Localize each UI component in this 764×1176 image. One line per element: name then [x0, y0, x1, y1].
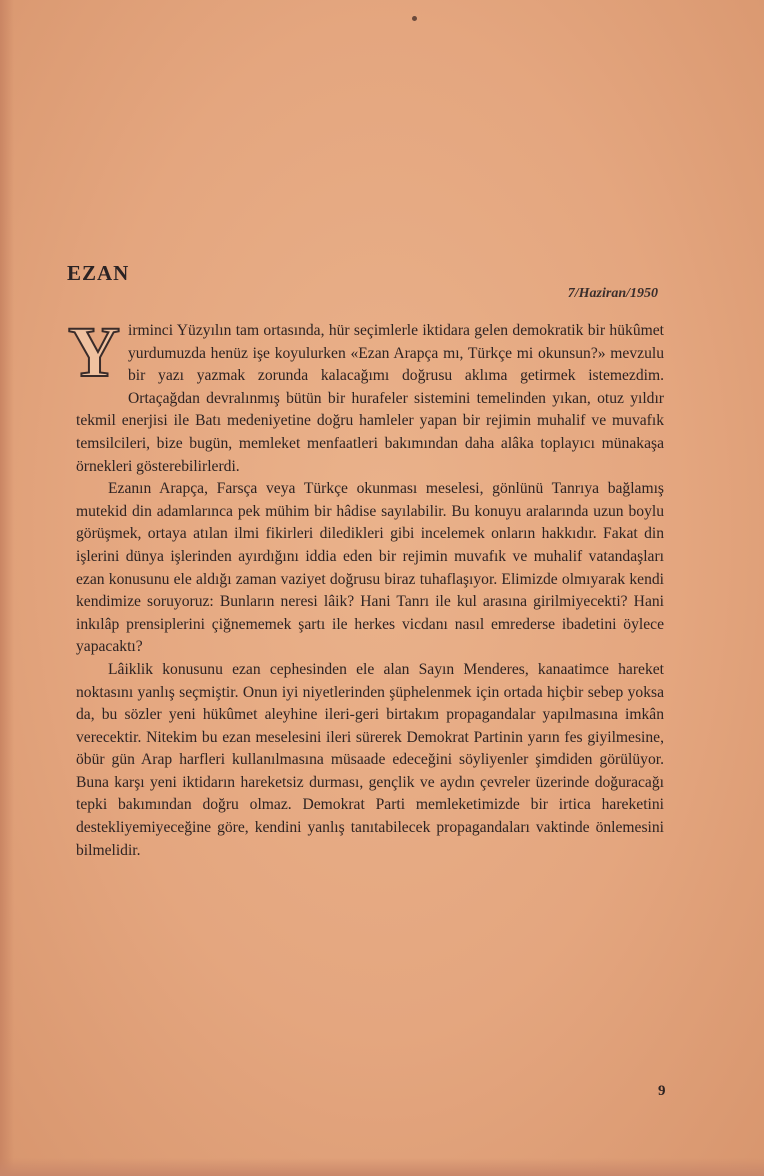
paragraph-1: [68, 312, 664, 478]
article-title: EZAN: [67, 261, 130, 285]
article-date: 7/Haziran/1950: [567, 286, 658, 301]
page-bottom-shadow: [0, 1158, 764, 1176]
page-edge-shadow: [0, 0, 14, 1176]
ink-speck: [412, 16, 417, 21]
page-number: 9: [658, 1083, 666, 1099]
paragraph-1-text: irminci Yüzyılın tam ortasında, hür seçimlerle iktidara gelen demokratik bir hükûmet yurdumuzda henüz işe koyulurken «Ezan Arapça mı, Türkçe mi okunsun?» mevzulu bir yazı yazmak zorunda kalacağımı doğrusu aklıma getirmek istemezdim. Ortaçağdan devralınmış bütün bir hurafeler sistemini temelinden yıkan, otuz yıldır tekmil enerjisi ile Batı medeniyetine doğru hamleler yapan bir rejimin muhalif ve muvafık temsilcileri, bize bugün, memleket menfaatleri bakımından daha alâka toplayıcı münakaşa örnekleri gösterebilirlerdi.: [76, 322, 664, 475]
paragraph-2: Ezanın Arapça, Farsça veya Türkçe okunması meselesi, gönlünü Tanrıya bağlamış mutekid din adamlarınca pek mühim bir hâdise sayılabilir. Bu konuyu aralarında uzun boylu görüşmek, ortaya atılan ilmi fikirleri diledikleri gibi incelemek onların hakkıdır. Fakat din işlerini dünya işlerinden ayırdığını iddia eden bir rejimin muvafık ve muhalif vatandaşları ezan konusunu ele aldığı zaman vaziyet doğrusu biraz tuhaflaşıyor. Elimizde olmıyarak kendi kendimize soruyoruz: Bunların neresi lâik? Hani Tanrı ile kul arasına girilmiyecekti? Hani inkılâp prensiplerini çiğnememek şartı ile herkes vicdanı nasıl emrederse ibadetini öylece yapacaktı?: [76, 480, 664, 656]
drop-cap: Y: [68, 312, 120, 392]
paragraph-3: Lâiklik konusunu ezan cephesinden ele alan Sayın Menderes, kanaatimce hareket noktasını yanlış seçmiştir. Onun iyi niyetlerinden şüphelenmek için ortada hiçbir sebep yoksa da, bu sözler yeni hükûmet aleyhine ileri-geri birtakım propagandalar yapılmasına imkân verecektir. Nitekim bu ezan meselesini ileri sürerek Demokrat Partinin yarın fes giyilmesine, öbür gün Arap harfleri kullanılmasına müsaade edeceğini söyliyenler şimdiden görülüyor. Buna karşı yeni iktidarın hareketsiz durması, gençlik ve aydın çevreler üzerinde doğuracağı tepki bakımından doğru olmaz. Demokrat Parti memleketimizde bir irtica hareketini destekliyemiyeceğine göre, kendini yanlış tanıtabilecek propagandaları vaktinde önlemesini bilmelidir.: [76, 660, 664, 859]
article-body: [68, 312, 664, 862]
